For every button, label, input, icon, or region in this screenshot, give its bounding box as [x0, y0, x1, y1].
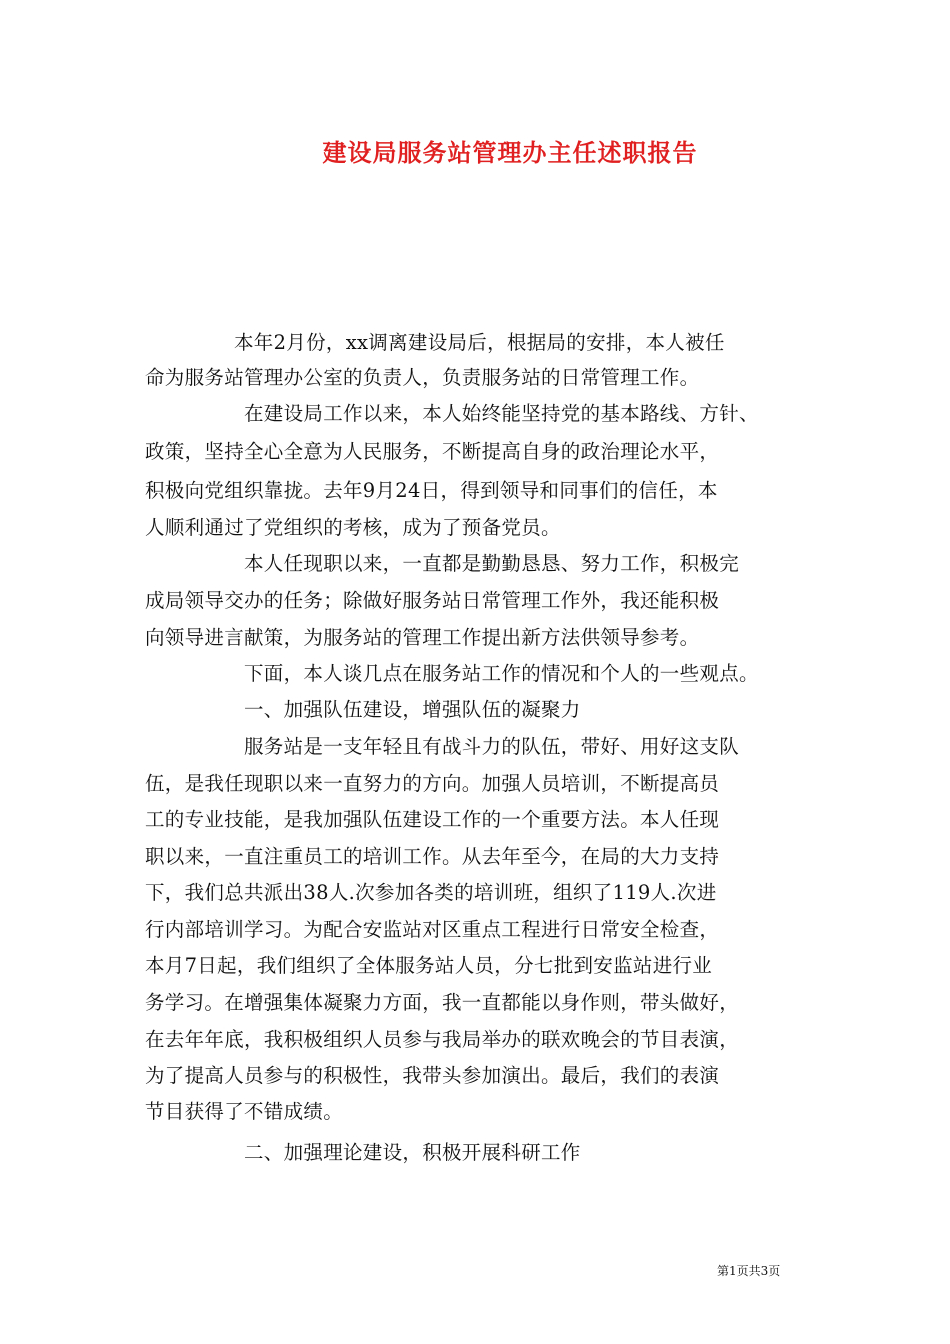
body-line: 行内部培训学习。为配合安监站对区重点工程进行日常安全检查， [145, 918, 720, 941]
body-line: 为了提高人员参与的积极性，我带头参加演出。最后，我们的表演 [145, 1064, 720, 1087]
document-title: 建设局服务站管理办主任述职报告 [322, 138, 698, 167]
body-line: 人顺利通过了党组织的考核，成为了预备党员。 [145, 516, 561, 539]
section-heading: 二、加强理论建设，积极开展科研工作 [244, 1141, 581, 1164]
body-line: 本月7日起，我们组织了全体服务站人员，分七批到安监站进行业 [145, 954, 713, 977]
page-number: 第1页共3页 [717, 1264, 781, 1278]
body-line: 节目获得了不错成绩。 [145, 1100, 344, 1123]
body-line: 积极向党组织靠拢。去年9月24日，得到领导和同事们的信任，本 [145, 479, 718, 502]
body-line: 务学习。在增强集体凝聚力方面，我一直都能以身作则，带头做好， [145, 991, 740, 1014]
body-line: 在去年年底，我积极组织人员参与我局举办的联欢晚会的节目表演， [145, 1028, 740, 1051]
body-line: 下面，本人谈几点在服务站工作的情况和个人的一些观点。 [244, 662, 759, 685]
section-heading: 一、加强队伍建设，增强队伍的凝聚力 [244, 698, 581, 721]
body-line: 本年2月份，xx调离建设局后，根据局的安排，本人被任 [234, 331, 725, 354]
body-line: 下，我们总共派出38人.次参加各类的培训班，组织了119人.次进 [145, 881, 717, 904]
body-line: 伍，是我任现职以来一直努力的方向。加强人员培训，不断提高员 [145, 772, 720, 795]
body-line: 向领导进言献策，为服务站的管理工作提出新方法供领导参考。 [145, 626, 700, 649]
body-line: 工的专业技能，是我加强队伍建设工作的一个重要方法。本人任现 [145, 808, 720, 831]
body-line: 命为服务站管理办公室的负责人，负责服务站的日常管理工作。 [145, 366, 700, 389]
body-line: 政策，坚持全心全意为人民服务，不断提高自身的政治理论水平， [145, 440, 720, 463]
body-line: 在建设局工作以来，本人始终能坚持党的基本路线、方针、 [244, 402, 759, 425]
body-line: 服务站是一支年轻且有战斗力的队伍，带好、用好这支队 [244, 735, 740, 758]
body-line: 本人任现职以来，一直都是勤勤恳恳、努力工作，积极完 [244, 552, 740, 575]
body-line: 职以来，一直注重员工的培训工作。从去年至今，在局的大力支持 [145, 845, 720, 868]
body-line: 成局领导交办的任务；除做好服务站日常管理工作外，我还能积极 [145, 589, 720, 612]
